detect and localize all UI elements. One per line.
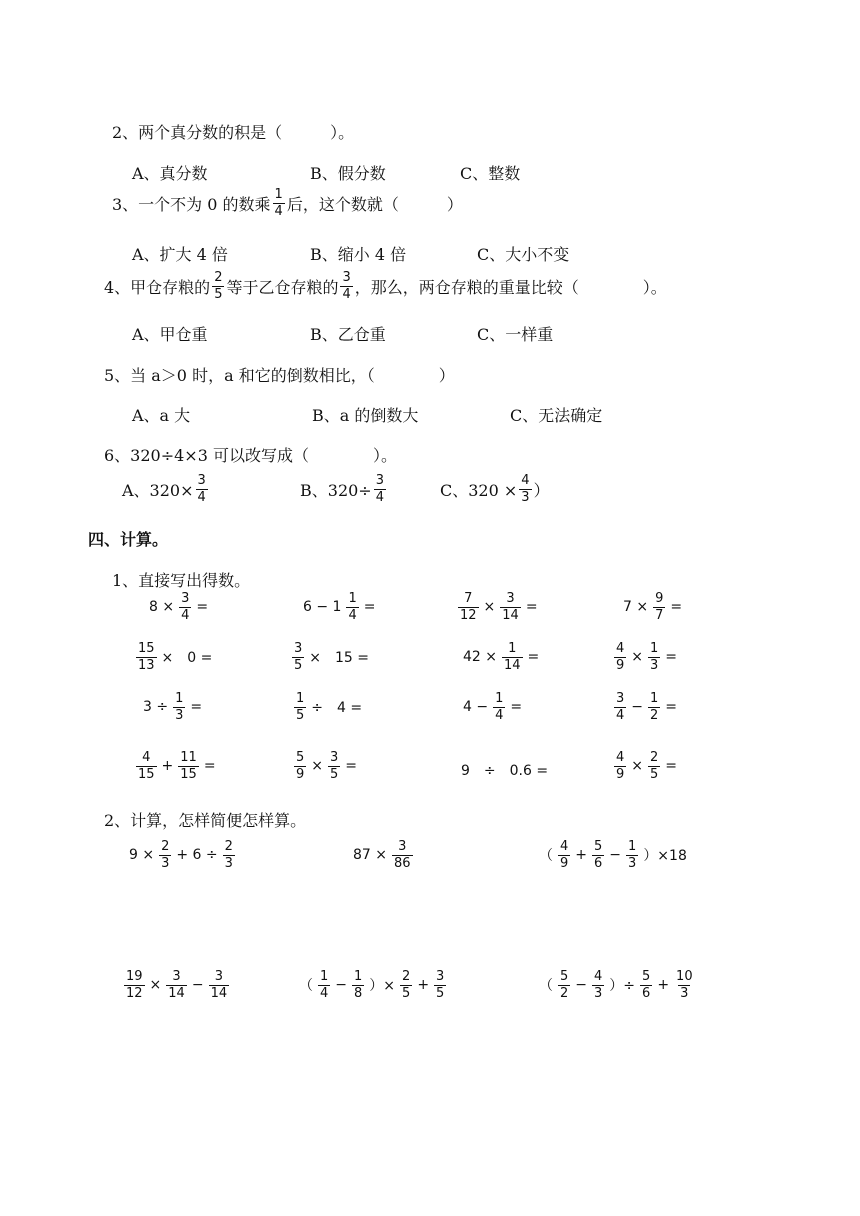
expr-text: −: [335, 977, 348, 994]
question-3-option-a: A、扩大 4 倍: [132, 245, 228, 264]
denominator: 13: [138, 657, 155, 673]
calc-5: [296, 970, 448, 1000]
question-4-option-a: A、甲仓重: [132, 325, 208, 344]
numerator: 5: [594, 839, 603, 854]
expr-text: ×: [631, 649, 644, 666]
question-6-option-b: [300, 474, 388, 504]
expr-text: 8 ×: [149, 599, 175, 616]
expr-text: ÷ 4 =: [311, 700, 363, 717]
expr-text: −: [575, 977, 588, 994]
direct-r4-b: [292, 751, 360, 781]
fraction: [558, 970, 570, 1000]
denominator: 15: [138, 766, 155, 782]
denominator: 3: [175, 707, 184, 723]
fraction: [614, 642, 626, 672]
numerator: 3: [214, 969, 223, 984]
question-5-option-c: C、无法确定: [510, 406, 603, 425]
fraction: [592, 840, 604, 870]
expr-text: ）×18: [643, 848, 687, 865]
question-2-stem: 2、两个真分数的积是（ ）。: [112, 123, 355, 142]
fraction: [592, 970, 604, 1000]
calc-2: [350, 840, 415, 870]
numerator: 4: [521, 473, 530, 488]
denominator: 4: [181, 607, 190, 623]
q6-opt-a-fraction: [196, 474, 208, 504]
fraction: [173, 692, 185, 722]
fraction: [346, 592, 358, 622]
expr-text: =: [203, 758, 216, 775]
fraction: [674, 970, 695, 1000]
question-6-stem: 6、320÷4×3 可以改写成（ ）。: [104, 446, 397, 465]
expr-text: （: [539, 848, 553, 865]
fraction: [294, 692, 306, 722]
fraction: [179, 592, 191, 622]
numerator: 3: [197, 473, 206, 488]
denominator: 5: [296, 707, 305, 723]
fraction: [209, 970, 230, 1000]
expr-text: +: [417, 977, 430, 994]
numerator: 1: [495, 691, 504, 706]
expr-text: −: [191, 977, 204, 994]
fraction: [292, 642, 304, 672]
fraction: [558, 840, 570, 870]
denominator: 3: [594, 985, 603, 1001]
fraction: [178, 751, 199, 781]
q6-opt-c-fraction: [519, 474, 531, 504]
expr-text: +: [161, 758, 174, 775]
fraction: [294, 751, 306, 781]
numerator: 19: [126, 969, 143, 984]
question-5-option-b: B、a 的倒数大: [312, 406, 419, 425]
fraction: [626, 840, 638, 870]
denominator: 8: [354, 985, 363, 1001]
expr-text: =: [665, 758, 678, 775]
fraction: [166, 970, 187, 1000]
denominator: 3: [650, 657, 659, 673]
numerator: 4: [594, 969, 603, 984]
numerator: 3: [616, 691, 625, 706]
denominator: 5: [402, 985, 411, 1001]
expr-text: × 15 =: [309, 650, 370, 667]
question-4-option-c: C、一样重: [477, 325, 554, 344]
denominator: 4: [375, 489, 384, 505]
denominator: 86: [394, 855, 411, 871]
question-3-stem: [112, 188, 463, 218]
denominator: 2: [560, 985, 569, 1001]
denominator: 3: [680, 985, 689, 1001]
expr-text: 7 ×: [623, 599, 649, 616]
expr-text: ×: [483, 599, 496, 616]
expr-text: =: [363, 599, 376, 616]
question-2-option-a: A、真分数: [132, 164, 208, 183]
fraction: [458, 592, 479, 622]
direct-r2-c: [460, 642, 542, 672]
fraction: [614, 692, 626, 722]
fraction: [392, 840, 413, 870]
denominator: 4: [320, 985, 329, 1001]
direct-r1-c: [456, 592, 541, 622]
denominator: 3: [224, 855, 233, 871]
numerator: 5: [560, 969, 569, 984]
numerator: 2: [224, 839, 233, 854]
direct-r1-d: [620, 592, 685, 622]
numerator: 2: [650, 750, 659, 765]
question-2-option-b: B、假分数: [310, 164, 386, 183]
numerator: 1: [274, 187, 283, 202]
numerator: 1: [650, 641, 659, 656]
denominator: 4: [495, 707, 504, 723]
fraction: [648, 751, 660, 781]
denominator: 7: [655, 607, 664, 623]
numerator: 4: [560, 839, 569, 854]
numerator: 4: [616, 641, 625, 656]
calc-1: [126, 840, 237, 870]
expr-text: （: [539, 978, 553, 995]
question-5-stem: 5、当 a＞0 时，a 和它的倒数相比，（ ）: [104, 366, 455, 385]
fraction: [648, 642, 660, 672]
q4-stem-post: ，那么，两仓存粮的重量比较（ ）。: [354, 277, 667, 297]
calc-4: [122, 970, 231, 1000]
denominator: 9: [560, 855, 569, 871]
numerator: 3: [172, 969, 181, 984]
q6-opt-c-post: ）: [533, 480, 550, 500]
fraction: [640, 970, 652, 1000]
direct-r2-d: [612, 642, 680, 672]
direct-r3-d: [612, 692, 680, 722]
fraction: [648, 692, 660, 722]
q6-opt-c-pre: C、320 ×: [440, 480, 518, 500]
expr-text: 87 ×: [353, 847, 387, 864]
calc-3: [536, 840, 690, 870]
question-4-option-b: B、乙仓重: [310, 325, 386, 344]
q6-opt-b-pre: B、320÷: [300, 480, 372, 500]
denominator: 6: [642, 985, 651, 1001]
fraction: [434, 970, 446, 1000]
expr-text: =: [196, 599, 209, 616]
direct-r1-b: [300, 592, 378, 622]
fraction: [328, 751, 340, 781]
question-6-option-c: [440, 474, 550, 504]
denominator: 5: [330, 766, 339, 782]
denominator: 4: [342, 286, 351, 302]
calc-6: [536, 970, 697, 1000]
fraction: [136, 751, 157, 781]
numerator: 9: [655, 591, 664, 606]
denominator: 3: [521, 489, 530, 505]
denominator: 2: [650, 707, 659, 723]
q6-opt-b-fraction: [374, 474, 386, 504]
numerator: 15: [138, 641, 155, 656]
direct-r2-a: [134, 642, 215, 672]
fraction: [493, 692, 505, 722]
expr-text: =: [190, 699, 203, 716]
expr-text: ×: [631, 758, 644, 775]
expr-text: + 6 ÷: [176, 847, 218, 864]
direct-r3-a: [140, 692, 205, 722]
numerator: 3: [436, 969, 445, 984]
fraction: [400, 970, 412, 1000]
expr-text: =: [510, 699, 523, 716]
numerator: 4: [142, 750, 151, 765]
denominator: 5: [294, 657, 303, 673]
denominator: 12: [460, 607, 477, 623]
direct-r1-a: [146, 592, 211, 622]
numerator: 5: [642, 969, 651, 984]
numerator: 1: [348, 591, 357, 606]
numerator: 2: [161, 839, 170, 854]
expr-text: 4 −: [463, 699, 489, 716]
numerator: 1: [508, 641, 517, 656]
denominator: 14: [168, 985, 185, 1001]
expr-text: ×: [311, 758, 324, 775]
fraction: [502, 642, 523, 672]
question-2-option-c: C、整数: [460, 164, 521, 183]
fraction: [352, 970, 364, 1000]
expr-text: 6 − 1: [303, 599, 342, 616]
expr-text: −: [631, 699, 644, 716]
numerator: 3: [398, 839, 407, 854]
direct-r4-d: [612, 751, 680, 781]
denominator: 9: [616, 657, 625, 673]
denominator: 3: [628, 855, 637, 871]
numerator: 3: [375, 473, 384, 488]
expr-text: −: [609, 847, 622, 864]
denominator: 4: [274, 203, 283, 219]
numerator: 10: [676, 969, 693, 984]
numerator: 3: [294, 641, 303, 656]
fraction: [318, 970, 330, 1000]
numerator: 4: [616, 750, 625, 765]
fraction: [500, 592, 521, 622]
direct-r3-c: [460, 692, 525, 722]
denominator: 4: [348, 607, 357, 623]
numerator: 3: [506, 591, 515, 606]
numerator: 11: [180, 750, 197, 765]
expr-text: 9 ×: [129, 847, 155, 864]
denominator: 15: [180, 766, 197, 782]
q6-opt-a-pre: A、320×: [122, 480, 194, 500]
expr-text: （: [299, 978, 313, 995]
denominator: 5: [436, 985, 445, 1001]
expr-text: +: [657, 977, 670, 994]
fraction: [124, 970, 145, 1000]
numerator: 2: [214, 270, 223, 285]
q3-fraction: [273, 188, 285, 218]
denominator: 5: [650, 766, 659, 782]
numerator: 3: [181, 591, 190, 606]
section-title: 四、计算。: [88, 530, 169, 549]
expr-text: =: [665, 699, 678, 716]
expr-text: =: [525, 599, 538, 616]
numerator: 1: [650, 691, 659, 706]
direct-r2-b: [290, 642, 372, 672]
numerator: 1: [320, 969, 329, 984]
numerator: 1: [175, 691, 184, 706]
part-2-title: 2、计算，怎样简便怎样算。: [104, 811, 307, 830]
fraction: [614, 751, 626, 781]
numerator: 3: [342, 270, 351, 285]
numerator: 1: [628, 839, 637, 854]
expr-text: ×: [149, 977, 162, 994]
expr-text: ）×: [369, 978, 396, 995]
fraction: [136, 642, 157, 672]
q4-fraction-1: [212, 271, 224, 301]
direct-r4-a: [134, 751, 219, 781]
question-3-option-b: B、缩小 4 倍: [310, 245, 407, 264]
numerator: 1: [296, 691, 305, 706]
denominator: 14: [210, 985, 228, 1001]
denominator: 5: [214, 286, 223, 302]
numerator: 5: [296, 750, 305, 765]
expr-text: =: [527, 649, 540, 666]
expr-text: +: [575, 847, 588, 864]
denominator: 4: [616, 707, 625, 723]
expr-text: =: [345, 758, 358, 775]
denominator: 12: [126, 985, 143, 1001]
fraction: [653, 592, 665, 622]
question-4-stem: [104, 271, 667, 301]
denominator: 14: [502, 607, 519, 623]
denominator: 9: [296, 766, 305, 782]
denominator: 9: [616, 766, 625, 782]
direct-r3-b: [292, 692, 365, 722]
q3-stem-pre: 3、一个不为 0 的数乘: [112, 194, 271, 214]
numerator: 7: [464, 591, 473, 606]
numerator: 2: [402, 969, 411, 984]
expr-text: =: [665, 649, 678, 666]
denominator: 6: [594, 855, 603, 871]
expr-text: 9 ÷ 0.6 =: [461, 763, 549, 779]
question-6-option-a: [122, 474, 210, 504]
q4-fraction-2: [340, 271, 352, 301]
part-1-title: 1、直接写出得数。: [112, 571, 251, 590]
expr-text: 42 ×: [463, 649, 497, 666]
q4-stem-pre: 4、甲仓存粮的: [104, 277, 211, 297]
fraction: [159, 840, 171, 870]
expr-text: × 0 =: [161, 650, 213, 667]
q3-stem-post: 后，这个数就（ ）: [286, 194, 463, 214]
question-3-option-c: C、大小不变: [477, 245, 570, 264]
denominator: 14: [504, 657, 521, 673]
expr-text: 3 ÷: [143, 699, 169, 716]
expr-text: =: [670, 599, 683, 616]
q4-stem-mid: 等于乙仓存粮的: [226, 277, 339, 297]
direct-r4-c: [458, 760, 551, 780]
denominator: 4: [197, 489, 206, 505]
denominator: 3: [161, 855, 170, 871]
numerator: 1: [354, 969, 363, 984]
numerator: 3: [330, 750, 339, 765]
question-5-option-a: A、a 大: [132, 406, 191, 425]
fraction: [223, 840, 235, 870]
expr-text: ）÷: [609, 978, 636, 995]
